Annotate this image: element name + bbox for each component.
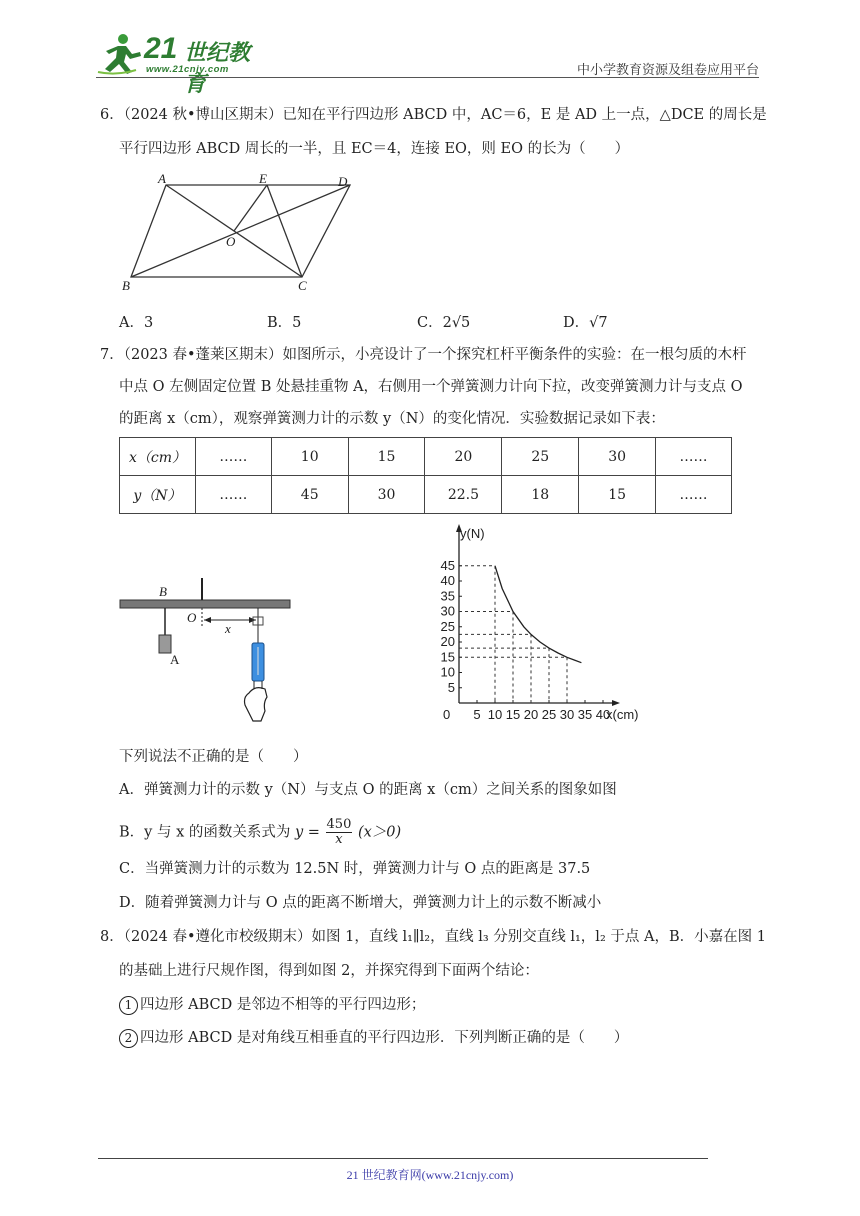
chart-x-arrow	[612, 700, 620, 706]
q7-lever-figure	[115, 575, 295, 725]
q7-option-b-domain: (x＞0)	[357, 824, 402, 841]
q7-option-c[interactable]: C．当弹簧测力计的示数为 12.5N 时，弹簧测力计与 O 点的距离是 37.5	[119, 861, 591, 877]
chart-y-tick-label: 30	[440, 603, 455, 619]
table-cell: 20	[425, 438, 502, 476]
chart-origin-label: 0	[443, 707, 451, 722]
chart-x-tick-label: 25	[541, 707, 557, 722]
conclusion-2-text: 四边形 ABCD 是对角线互相垂直的平行四边形．下列判断正确的是（ ）	[140, 1030, 629, 1046]
chart-x-tick-label: 30	[559, 707, 575, 722]
lever-label-x: x	[225, 621, 231, 636]
q6-label-e: E	[259, 172, 267, 186]
chart-y-tick-label: 5	[447, 679, 455, 695]
header-platform-text: 中小学教育资源及组卷应用平台	[577, 63, 760, 78]
q6-label-o: O	[226, 234, 236, 249]
lever-label-b: B	[159, 584, 167, 599]
chart-y-tick-label: 25	[440, 618, 455, 634]
q7-option-a[interactable]: A．弹簧测力计的示数 y（N）与支点 O 的距离 x（cm）之间关系的图象如图	[119, 782, 617, 798]
chart-y-axis-label: y(N)	[460, 526, 485, 541]
chart-x-tick-label: 40	[595, 707, 611, 722]
table-cell: ……	[656, 438, 732, 476]
chart-y-tick-label: 10	[440, 664, 455, 680]
table-cell: 30	[348, 476, 425, 514]
chart-x-axis-label: x(cm)	[606, 707, 639, 722]
fraction-numerator: 450	[326, 817, 352, 832]
q7-option-b-y: y =	[294, 824, 320, 841]
q6-option-b[interactable]: B．5	[267, 315, 302, 331]
conclusion-1-text: 四边形 ABCD 是邻边不相等的平行四边形；	[140, 997, 426, 1013]
table-cell: 22.5	[425, 476, 502, 514]
chart-x-tick-label: 10	[487, 707, 503, 722]
q7-option-b-prefix: B．y 与 x 的函数关系式为	[119, 824, 291, 841]
q6-line2: 平行四边形 ABCD 周长的一半，且 EC＝4，连接 EO，则 EO 的长为（ ）	[119, 141, 630, 157]
chart-y-tick-label: 15	[440, 649, 455, 665]
header	[0, 0, 860, 97]
table-cell: 18	[502, 476, 579, 514]
q7-option-b-fraction	[326, 818, 353, 847]
logo-url: www.21cnjy.com	[146, 64, 229, 75]
table-cell: 15	[348, 438, 425, 476]
q6-label-c: C	[298, 278, 307, 293]
table-cell: 45	[271, 476, 348, 514]
q7-option-d[interactable]: D．随着弹簧测力计与 O 点的距离不断增大，弹簧测力计上的示数不断减小	[119, 895, 602, 911]
q7-option-b[interactable]	[119, 818, 401, 848]
circled-number-1: 1	[119, 996, 138, 1015]
table-cell: y（N）	[120, 476, 196, 514]
circled-number-2: 2	[119, 1029, 138, 1048]
q8-conclusion-1	[119, 995, 425, 1015]
table-cell: ……	[656, 476, 732, 514]
logo-chinese: 世纪教育	[184, 41, 251, 97]
table-cell: 25	[502, 438, 579, 476]
chart-y-tick-label: 45	[440, 557, 455, 573]
q6-label-d: D	[338, 174, 348, 189]
q7-line1: 7．（2023 春•蓬莱区期末）如图所示，小亮设计了一个探究杠杆平衡条件的实验：在一根匀质的木杆	[100, 347, 747, 363]
table-row	[120, 438, 732, 476]
table-cell: ……	[195, 476, 271, 514]
lever-label-o: O	[187, 610, 197, 625]
logo-number: 21	[144, 32, 178, 65]
q6-parallelogram-figure	[118, 172, 358, 297]
q7-line3: 的距离 x（cm），观察弹簧测力计的示数 y（N）的变化情况．实验数据记录如下表：	[119, 411, 665, 427]
q6-label-b: B	[122, 278, 130, 293]
q7-function-chart	[428, 520, 648, 730]
q6-option-a[interactable]: A．3	[119, 315, 154, 331]
q7-line2: 中点 O 左侧固定位置 B 处悬挂重物 A，右侧用一个弹簧测力计向下拉，改变弹簧测力计与支点 O	[119, 379, 743, 395]
chart-x-tick-label: 15	[505, 707, 521, 722]
lever-label-a: A	[170, 652, 180, 667]
table-cell: 10	[271, 438, 348, 476]
table-cell: 30	[579, 438, 656, 476]
table-cell: ……	[195, 438, 271, 476]
runner-logo-icon	[96, 32, 146, 76]
q8-line1: 8．（2024 春•遵化市校级期末）如图 1，直线 l₁∥l₂，直线 l₃ 分别交直线 l₁，l₂ 于点 A，B．小嘉在图 1	[100, 929, 766, 945]
q8-line2: 的基础上进行尺规作图，得到如图 2，并探究得到下面两个结论：	[119, 963, 539, 979]
chart-y-tick-label: 20	[440, 634, 455, 649]
footer-rule	[98, 1158, 708, 1159]
table-cell: 15	[579, 476, 656, 514]
chart-x-tick-label: 5	[473, 707, 481, 722]
q6-option-c[interactable]: C．2√5	[417, 315, 471, 331]
chart-x-tick-label: 35	[577, 707, 593, 722]
q8-conclusion-2	[119, 1028, 628, 1048]
q6-line1: 6．（2024 秋•博山区期末）已知在平行四边形 ABCD 中，AC＝6，E 是 AD 上一点，△DCE 的周长是	[100, 107, 767, 123]
q7-question: 下列说法不正确的是（ ）	[119, 749, 308, 765]
chart-y-tick-label: 40	[440, 573, 455, 588]
chart-y-tick-label: 35	[440, 588, 455, 604]
q7-data-table	[119, 437, 732, 514]
table-cell: x（cm）	[120, 438, 196, 476]
footer-text: 21 世纪教育网(www.21cnjy.com)	[346, 1168, 514, 1182]
fraction-denominator: x	[335, 832, 343, 847]
header-rule	[96, 77, 759, 78]
q6-label-a: A	[158, 172, 166, 186]
chart-x-tick-label: 20	[523, 707, 539, 722]
q6-option-d[interactable]: D．√7	[563, 315, 608, 331]
logo	[96, 32, 266, 97]
table-row	[120, 476, 732, 514]
